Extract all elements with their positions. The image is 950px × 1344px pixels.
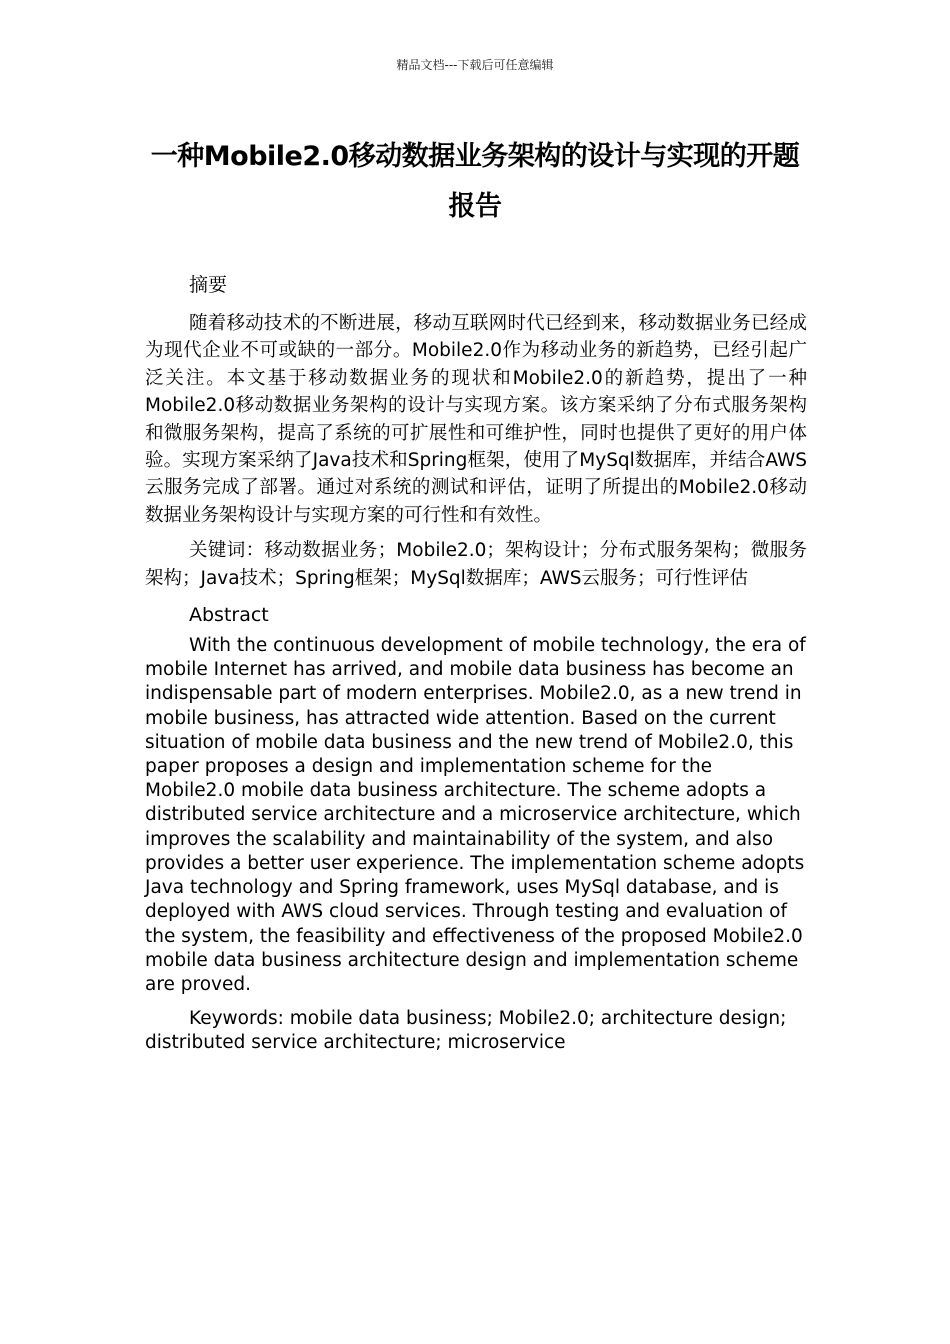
page-header: 精品文档---下载后可任意编辑 — [396, 58, 554, 72]
keywords-en: Keywords: mobile data business; Mobile2.0; architecture design; distributed service architecture; microservice — [145, 1008, 787, 1054]
document-body — [145, 270, 807, 1066]
keywords-cn: 关键词：移动数据业务；Mobile2.0；架构设计；分布式服务架构；微服务架构；Java技术；Spring框架；MySql数据库；AWS云服务；可行性评估 — [145, 540, 807, 589]
abstract-cn-body: 随着移动技术的不断进展，移动互联网时代已经到来，移动数据业务已经成为现代企业不可或缺的一部分。Mobile2.0作为移动业务的新趋势，已经引起广泛关注。本文基于移动数据业务的现状和Mobile2.0的新趋势，提出了一种Mobile2.0移动数据业务架构的设计与实现方案。该方案采纳了分布式服务架构和微服务架构，提高了系统的可扩展性和可维护性，同时也提供了更好的用户体验。实现方案采纳了Java技术和Spring框架，使用了MySql数据库，并结合AWS云服务完成了部署。通过对系统的测试和评估，证明了所提出的Mobile2.0移动数据业务架构设计与实现方案的可行性和有效性。 — [145, 313, 807, 526]
document-title: 一种Mobile2.0移动数据业务架构的设计与实现的开题报告 — [150, 141, 800, 222]
abstract-cn-heading: 摘要 — [189, 274, 228, 296]
abstract-en-heading: Abstract — [189, 604, 269, 627]
abstract-en-body: With the continuous development of mobile technology, the era of mobile Internet has arrived, and mobile data business has become an indispensable part of modern enterprises. Mobile2.0, as a new trend in mobile business, has attracted wide attention. Based on the current situation of mobile data business and the new trend of Mobile2.0, this paper proposes a design and implementation scheme for the Mobile2.0 mobile data business architecture. The scheme adopts a distributed service architecture and a microservice architecture, which improves the scalability and maintainability of the system, and also provides a better user experience. The implementation scheme adopts Java technology and Spring framework, uses MySql database, and is deployed with AWS cloud services. Through testing and evaluation of the system, the feasibility and effectiveness of the proposed Mobile2.0 mobile data business architecture design and implementation scheme are proved. — [145, 635, 806, 995]
